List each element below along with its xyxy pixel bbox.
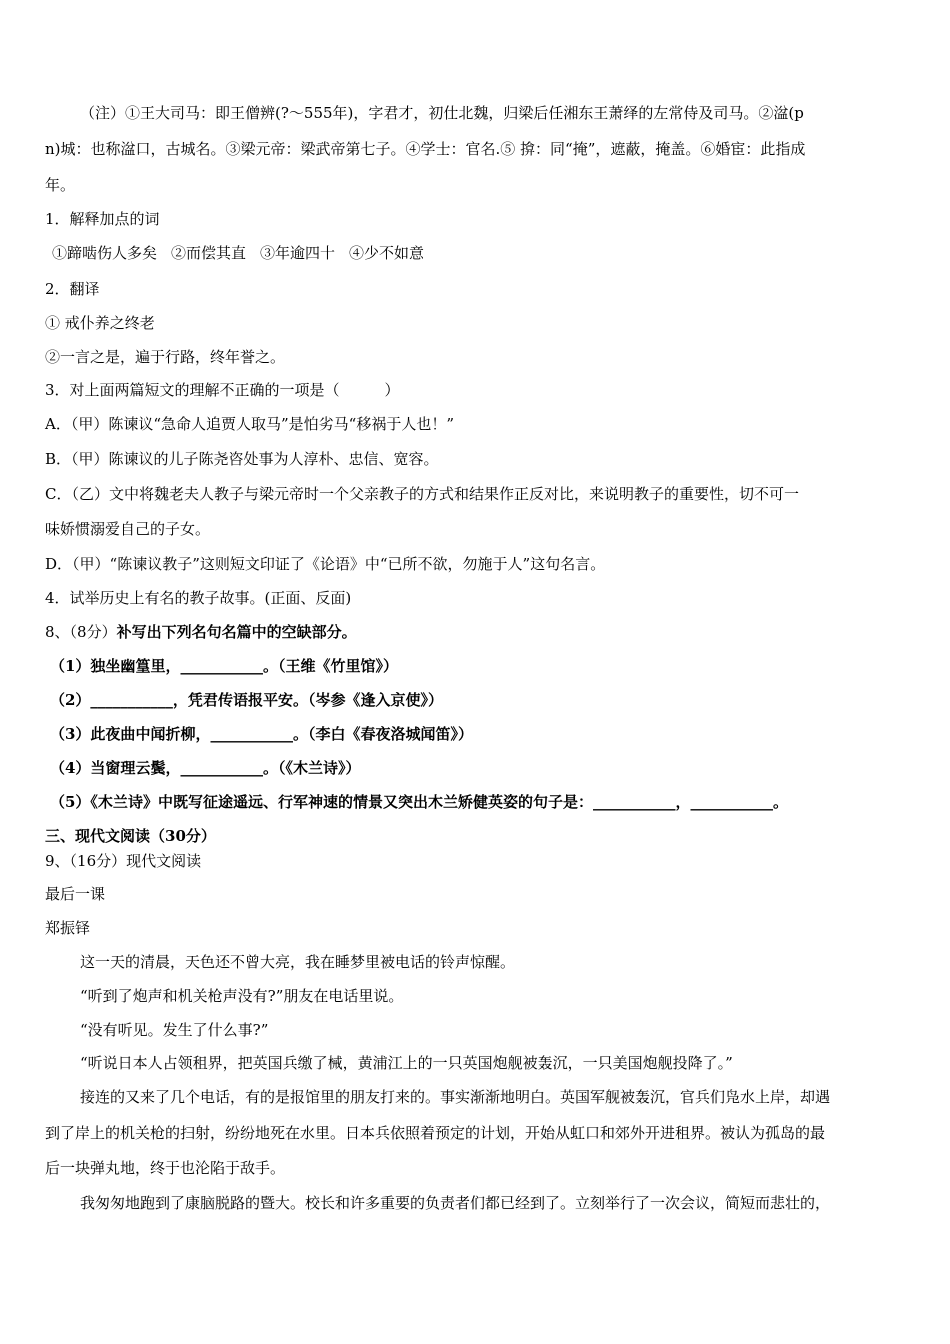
question-3-option-b: B．（甲）陈谏议的儿子陈尧咨处事为人淳朴、忠信、宽容。 bbox=[45, 450, 439, 468]
question-4: 4．试举历史上有名的教子故事。(正面、反面) bbox=[45, 589, 352, 607]
question-1-title: 1．解释加点的词 bbox=[45, 210, 160, 228]
article-paragraph: 我匆匆地跑到了康脑脱路的暨大。校长和许多重要的负责者们都已经到了。立刻举行了一次会议，简短而悲壮的， bbox=[80, 1194, 831, 1212]
article-paragraph-cont: 到了岸上的机关枪的扫射，纷纷地死在水里。日本兵依照着预定的计划，开始从虹口和郊外开进租界。被认为孤岛的最 bbox=[45, 1124, 826, 1142]
question-1-item: ④少不如意 bbox=[349, 244, 425, 262]
article-paragraph-cont: 后一块弹丸地，终于也沦陷于敌手。 bbox=[45, 1159, 286, 1177]
question-9: 9、（16分）现代文阅读 bbox=[45, 852, 202, 870]
section-3-heading: 三、现代文阅读（30分） bbox=[45, 827, 216, 845]
note-line-2: n)城：也称湓口，古城名。③梁元帝：梁武帝第七子。④学士：官名.⑤ 揜：同“掩”，遮蔽，掩盖。⑥婚宦：此指成 bbox=[45, 140, 806, 158]
article-title: 最后一课 bbox=[45, 885, 106, 903]
question-8-item-1: （1）独坐幽篁里，___________。（王维《竹里馆》） bbox=[50, 657, 398, 675]
question-3-option-c-cont: 味娇惯溺爱自己的子女。 bbox=[45, 520, 211, 538]
article-paragraph: 接连的又来了几个电话，有的是报馆里的朋友打来的。事实渐渐地明白。英国军舰被轰沉，官兵们凫水上岸，却遇 bbox=[80, 1088, 831, 1106]
question-8-item-3: （3）此夜曲中闻折柳，___________。（李白《春夜洛城闻笛》） bbox=[50, 725, 473, 743]
question-8-item-5: （5）《木兰诗》中既写征途遥远、行军神速的情景又突出木兰矫健英姿的句子是：___________，___________。 bbox=[50, 793, 788, 811]
question-3-option-c: C．（乙）文中将魏老夫人教子与梁元帝时一个父亲教子的方式和结果作正反对比，来说明教子的重要性，切不可一 bbox=[45, 485, 799, 503]
question-1-item: ①蹄啮伤人多矣 bbox=[52, 244, 158, 262]
question-2-item-2: ②一言之是，遍于行路，终年誉之。 bbox=[45, 348, 286, 366]
question-8-item-2: （2）___________，凭君传语报平安。（岑参《逢入京使》） bbox=[50, 691, 443, 709]
question-8-item-4: （4）当窗理云鬓，___________。（《木兰诗》） bbox=[50, 759, 361, 777]
question-1-items bbox=[52, 243, 438, 263]
question-3-option-a: A．（甲）陈谏议“急命人追贾人取马”是怕劣马“移祸于人也！” bbox=[45, 415, 455, 433]
question-1-item: ②而偿其直 bbox=[171, 244, 247, 262]
note-line-3: 年。 bbox=[45, 176, 76, 194]
question-8-header bbox=[45, 622, 357, 642]
article-author: 郑振铎 bbox=[45, 919, 91, 937]
question-1-item: ③年逾四十 bbox=[260, 244, 336, 262]
question-8-title: 补写出下列名句名篇中的空缺部分。 bbox=[116, 623, 357, 641]
question-8-prefix: 8、（8分） bbox=[45, 623, 117, 641]
question-2-title: 2．翻译 bbox=[45, 280, 100, 298]
article-paragraph: “没有听见。发生了什么事?” bbox=[80, 1021, 269, 1039]
article-paragraph: “听到了炮声和机关枪声没有?”朋友在电话里说。 bbox=[80, 987, 404, 1005]
question-2-item-1: ① 戒仆养之终老 bbox=[45, 314, 155, 332]
article-paragraph: “听说日本人占领租界，把英国兵缴了械，黄浦江上的一只英国炮舰被轰沉，一只美国炮舰投降了。” bbox=[80, 1054, 733, 1072]
note-line-1: （注）①王大司马：即王僧辨(?～555年)，字君才，初仕北魏，归梁后任湘东王萧绎的左常侍及司马。②湓(p bbox=[80, 104, 804, 122]
question-3-title: 3．对上面两篇短文的理解不正确的一项是（ ） bbox=[45, 381, 400, 399]
article-paragraph: 这一天的清晨，天色还不曾大亮，我在睡梦里被电话的铃声惊醒。 bbox=[80, 953, 516, 971]
question-3-option-d: D．（甲）“陈谏议教子”这则短文印证了《论语》中“已所不欲，勿施于人”这句名言。 bbox=[45, 555, 606, 573]
